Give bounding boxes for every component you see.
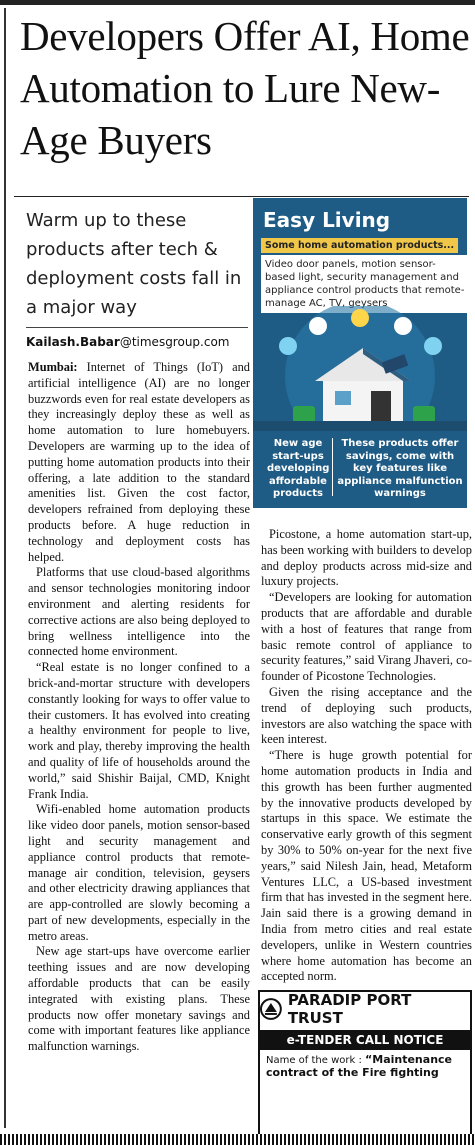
- wifi-icon: [279, 337, 297, 355]
- article-paragraph: [261, 527, 472, 590]
- paragraph-text: “Real estate is no longer confined to a brick-and-mortar structure with developers constantly looking for ways to offer value to their customers. It has evolved into creating a healthy environment for people to live, work and play, thereby improving the health and quality of life of households around the world,” said Shishir Baijal, CMD, Knight Frank India.: [28, 660, 250, 801]
- infobox-title: Easy Living: [263, 208, 391, 232]
- standfirst: Warm up to these products after tech & deployment costs fall in a major way: [26, 210, 242, 318]
- article-paragraph: [28, 660, 250, 802]
- article-paragraph: [28, 944, 250, 1055]
- ad-work-label: Name of the work :: [266, 1055, 366, 1066]
- ad-organisation: PARADIP PORT TRUST: [287, 991, 412, 1027]
- byline-rule: [26, 327, 248, 328]
- paragraph-text: Wifi-enabled home automation products like video door panels, motion sensor-based light and security management and appliance control products that remote-manage air condition, television, geysers and other electricity drawing appliances that are app-controlled are slowly becoming a part of new developments, especially in the metro areas.: [28, 802, 250, 943]
- paragraph-text: Picostone, a home automation start-up, has been working with builders to develop and deploy products across mid-size and luxury projects.: [261, 527, 472, 589]
- easy-living-infobox: [253, 198, 467, 508]
- dateline: Mumbai:: [28, 360, 78, 374]
- ad-notice-bar: e-TENDER CALL NOTICE: [260, 1030, 470, 1050]
- bottom-border: [0, 1134, 475, 1145]
- infobox-subtitle: Some home automation products...: [261, 238, 458, 253]
- paragraph-text: New age start-ups have overcome earlier teething issues and are now developing affordable products that can be easily integrated with existing plans. These products now offer monetary savings and come with important features like appliance malfunction warnings.: [28, 944, 250, 1054]
- infobox-point-1: New age start-ups developing affordable products: [267, 438, 330, 499]
- headline-rule: [14, 196, 469, 197]
- ad-work-text: “Maintenance contract of the Fire fighting: [266, 1053, 453, 1079]
- article-paragraph: [28, 565, 250, 660]
- byline: [26, 335, 230, 349]
- column-rule: [4, 8, 6, 1128]
- port-trust-emblem-icon: [260, 998, 282, 1020]
- paragraph-text: “There is huge growth potential for home automation products in India and this growth has been further augmented by the innovative products developed by startups in this space. We estimate the conservative early growth of this segment by 30% to 50% on-year for the next five years,” said Nilesh Jain, head, Metaform Ventures LLC, a US-based investment firm that has invested in the segment here. Jain said there is a growing demand in India from metro cities and real estate developers, unlike in Western countries where home automation has become an accepted norm.: [261, 748, 472, 984]
- paragraph-text: Internet of Things (IoT) and artificial intelligence (AI) are no longer buzzwords even for real estate developers as they increasingly deploy these as well as home automation to lure homebuyers. Developers are warming up to the idea of putting home automation products into their offering, a late addition to the standard amenities list. Given the cost factor, developers refrained from deploying these products before. A huge reduction in technology and deployment costs has helped.: [28, 360, 250, 564]
- article-paragraph: [28, 802, 250, 944]
- tender-advertisement: [258, 990, 472, 1144]
- infobox-point-2: These products offer savings, come with key features like appliance malfunction warnings: [337, 438, 463, 499]
- paragraph-text: Given the rising acceptance and the trend of deploying such products, investors are also watching the space with keen interest.: [261, 684, 472, 747]
- article-paragraph: [28, 360, 250, 565]
- paragraph-text: “Developers are looking for automation products that are affordable and durable with a host of features that range from basic remote control of appliance to security features,” said Virang Jhaveri, co-founder of Picostone Technologies.: [261, 590, 472, 684]
- ad-work-description: [266, 1054, 464, 1080]
- article-column-1: [28, 360, 250, 1055]
- infobox-description: Video door panels, motion sensor-based light, security management and appliance control products that remote-manage AC, TV, geysers: [261, 255, 467, 313]
- infobox-divider: [332, 438, 333, 496]
- sun-icon: [351, 309, 369, 327]
- temperature-icon: [394, 317, 412, 335]
- ad-header: [260, 992, 470, 1026]
- bulb-icon: [309, 317, 327, 335]
- lock-icon: [424, 337, 442, 355]
- article-paragraph: [261, 685, 472, 748]
- paragraph-text: Platforms that use cloud-based algorithms and sensor technologies monitoring indoor environment and alerting residents for corrective actions are also being deployed to bring wellness intelligence into the connected home environment.: [28, 565, 250, 659]
- article-column-2: [261, 527, 472, 985]
- top-border: [0, 0, 475, 5]
- byline-name: Kailash.Babar: [26, 335, 120, 349]
- smart-home-illustration: [253, 306, 467, 431]
- headline: Developers Offer AI, Home Automation to Lure New-Age Buyers: [20, 13, 470, 163]
- byline-domain: @timesgroup.com: [119, 335, 230, 349]
- article-paragraph: [261, 590, 472, 685]
- article-paragraph: [261, 748, 472, 985]
